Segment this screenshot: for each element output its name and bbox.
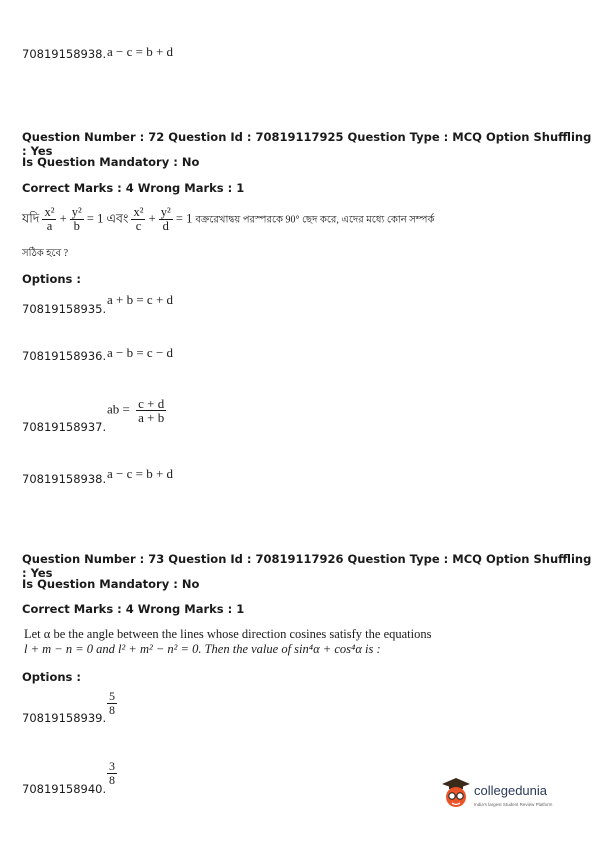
fraction: [159, 206, 173, 233]
option-id: 70819158936.: [22, 349, 107, 363]
question-text-mid: এবং: [106, 211, 129, 226]
fraction-numerator: 5: [109, 689, 115, 703]
question-marks: Correct Marks : 4 Wrong Marks : 1: [22, 602, 245, 616]
option-id: 70819158937.: [22, 420, 107, 434]
option-id: 70819158939.: [22, 711, 107, 725]
fraction-denominator: 8: [109, 773, 115, 787]
options-label: Options :: [22, 272, 81, 286]
option-expression: a + b = c + d: [107, 292, 174, 307]
option-id: 70819158938.: [22, 47, 107, 61]
logo-name: collegedunia: [474, 783, 548, 798]
question-text-prefix: যদি: [22, 211, 40, 226]
fraction-denominator: c: [135, 219, 142, 233]
fraction: [107, 690, 117, 717]
question-header: Question Number : 72 Question Id : 70819117925 Question Type : MCQ Option Shuffling : Yes: [22, 130, 592, 158]
option-expression: [107, 690, 117, 717]
question-text-line2: l + m − n = 0 and l² + m² − n² = 0. Then the value of sin⁴α + cos⁴α is :: [24, 642, 381, 656]
fraction: [70, 206, 84, 233]
fraction: [136, 397, 166, 424]
fraction-denominator: a + b: [138, 410, 165, 425]
option-expression: [107, 760, 117, 787]
option-expression: a − c = b + d: [107, 466, 174, 481]
question-mandatory: Is Question Mandatory : No: [22, 155, 200, 169]
question-text-line2: সঠিক হবে ?: [22, 248, 69, 259]
option-expression: [107, 397, 166, 424]
question-text-line1: Let α be the angle between the lines whose direction cosines satisfy the equations: [24, 627, 432, 641]
fraction-numerator: y²: [160, 205, 171, 219]
option-id: 70819158940.: [22, 782, 107, 796]
fraction-numerator: x²: [133, 205, 144, 219]
fraction-denominator: 8: [109, 703, 115, 717]
fraction: [131, 206, 145, 233]
equation-lhs: ab =: [107, 401, 130, 417]
question-text-suffix: বক্ররেখাদ্বয় পরস্পরকে 90° ছেদ করে, এদের মধ্যে কোন সম্পর্ক: [195, 214, 435, 226]
mascot-icon: [441, 777, 471, 811]
fraction-denominator: d: [162, 219, 169, 233]
fraction: [107, 760, 117, 787]
option-expression: a − c = b + d: [107, 44, 174, 59]
question-mandatory: Is Question Mandatory : No: [22, 577, 200, 591]
fraction-denominator: b: [73, 219, 80, 233]
logo: [441, 775, 573, 815]
option-id: 70819158935.: [22, 302, 107, 316]
fraction-numerator: c + d: [138, 396, 165, 411]
fraction-numerator: 3: [109, 759, 115, 773]
fraction-numerator: y²: [71, 205, 82, 219]
fraction: [42, 206, 56, 233]
option-expression: a − b = c − d: [107, 345, 174, 360]
question-marks: Correct Marks : 4 Wrong Marks : 1: [22, 181, 245, 195]
fraction-denominator: a: [46, 219, 53, 233]
fraction-numerator: x²: [44, 205, 55, 219]
question-text: যদি $\frac{\text{x²}}{a}$ + $\frac{\text{y²}}{b}$ = 1 এবং $\frac{\text{x²}}{c}$ + $\frac{\text{y²}}{d}$ = 1 বক্ররেখাদ্বয় পরস্পরকে 90° ছেদ করে, এদের মধ্যে কোন সম্পর্ক: [22, 205, 435, 233]
options-label: Options :: [22, 670, 81, 684]
option-id: 70819158938.: [22, 472, 107, 486]
question-header: Question Number : 73 Question Id : 70819117926 Question Type : MCQ Option Shuffling : Yes: [22, 552, 592, 580]
equation-rhs: = 1: [86, 211, 104, 226]
logo-tagline: India's largest Student Review Platform: [474, 802, 553, 807]
equation-rhs: = 1: [175, 211, 193, 226]
